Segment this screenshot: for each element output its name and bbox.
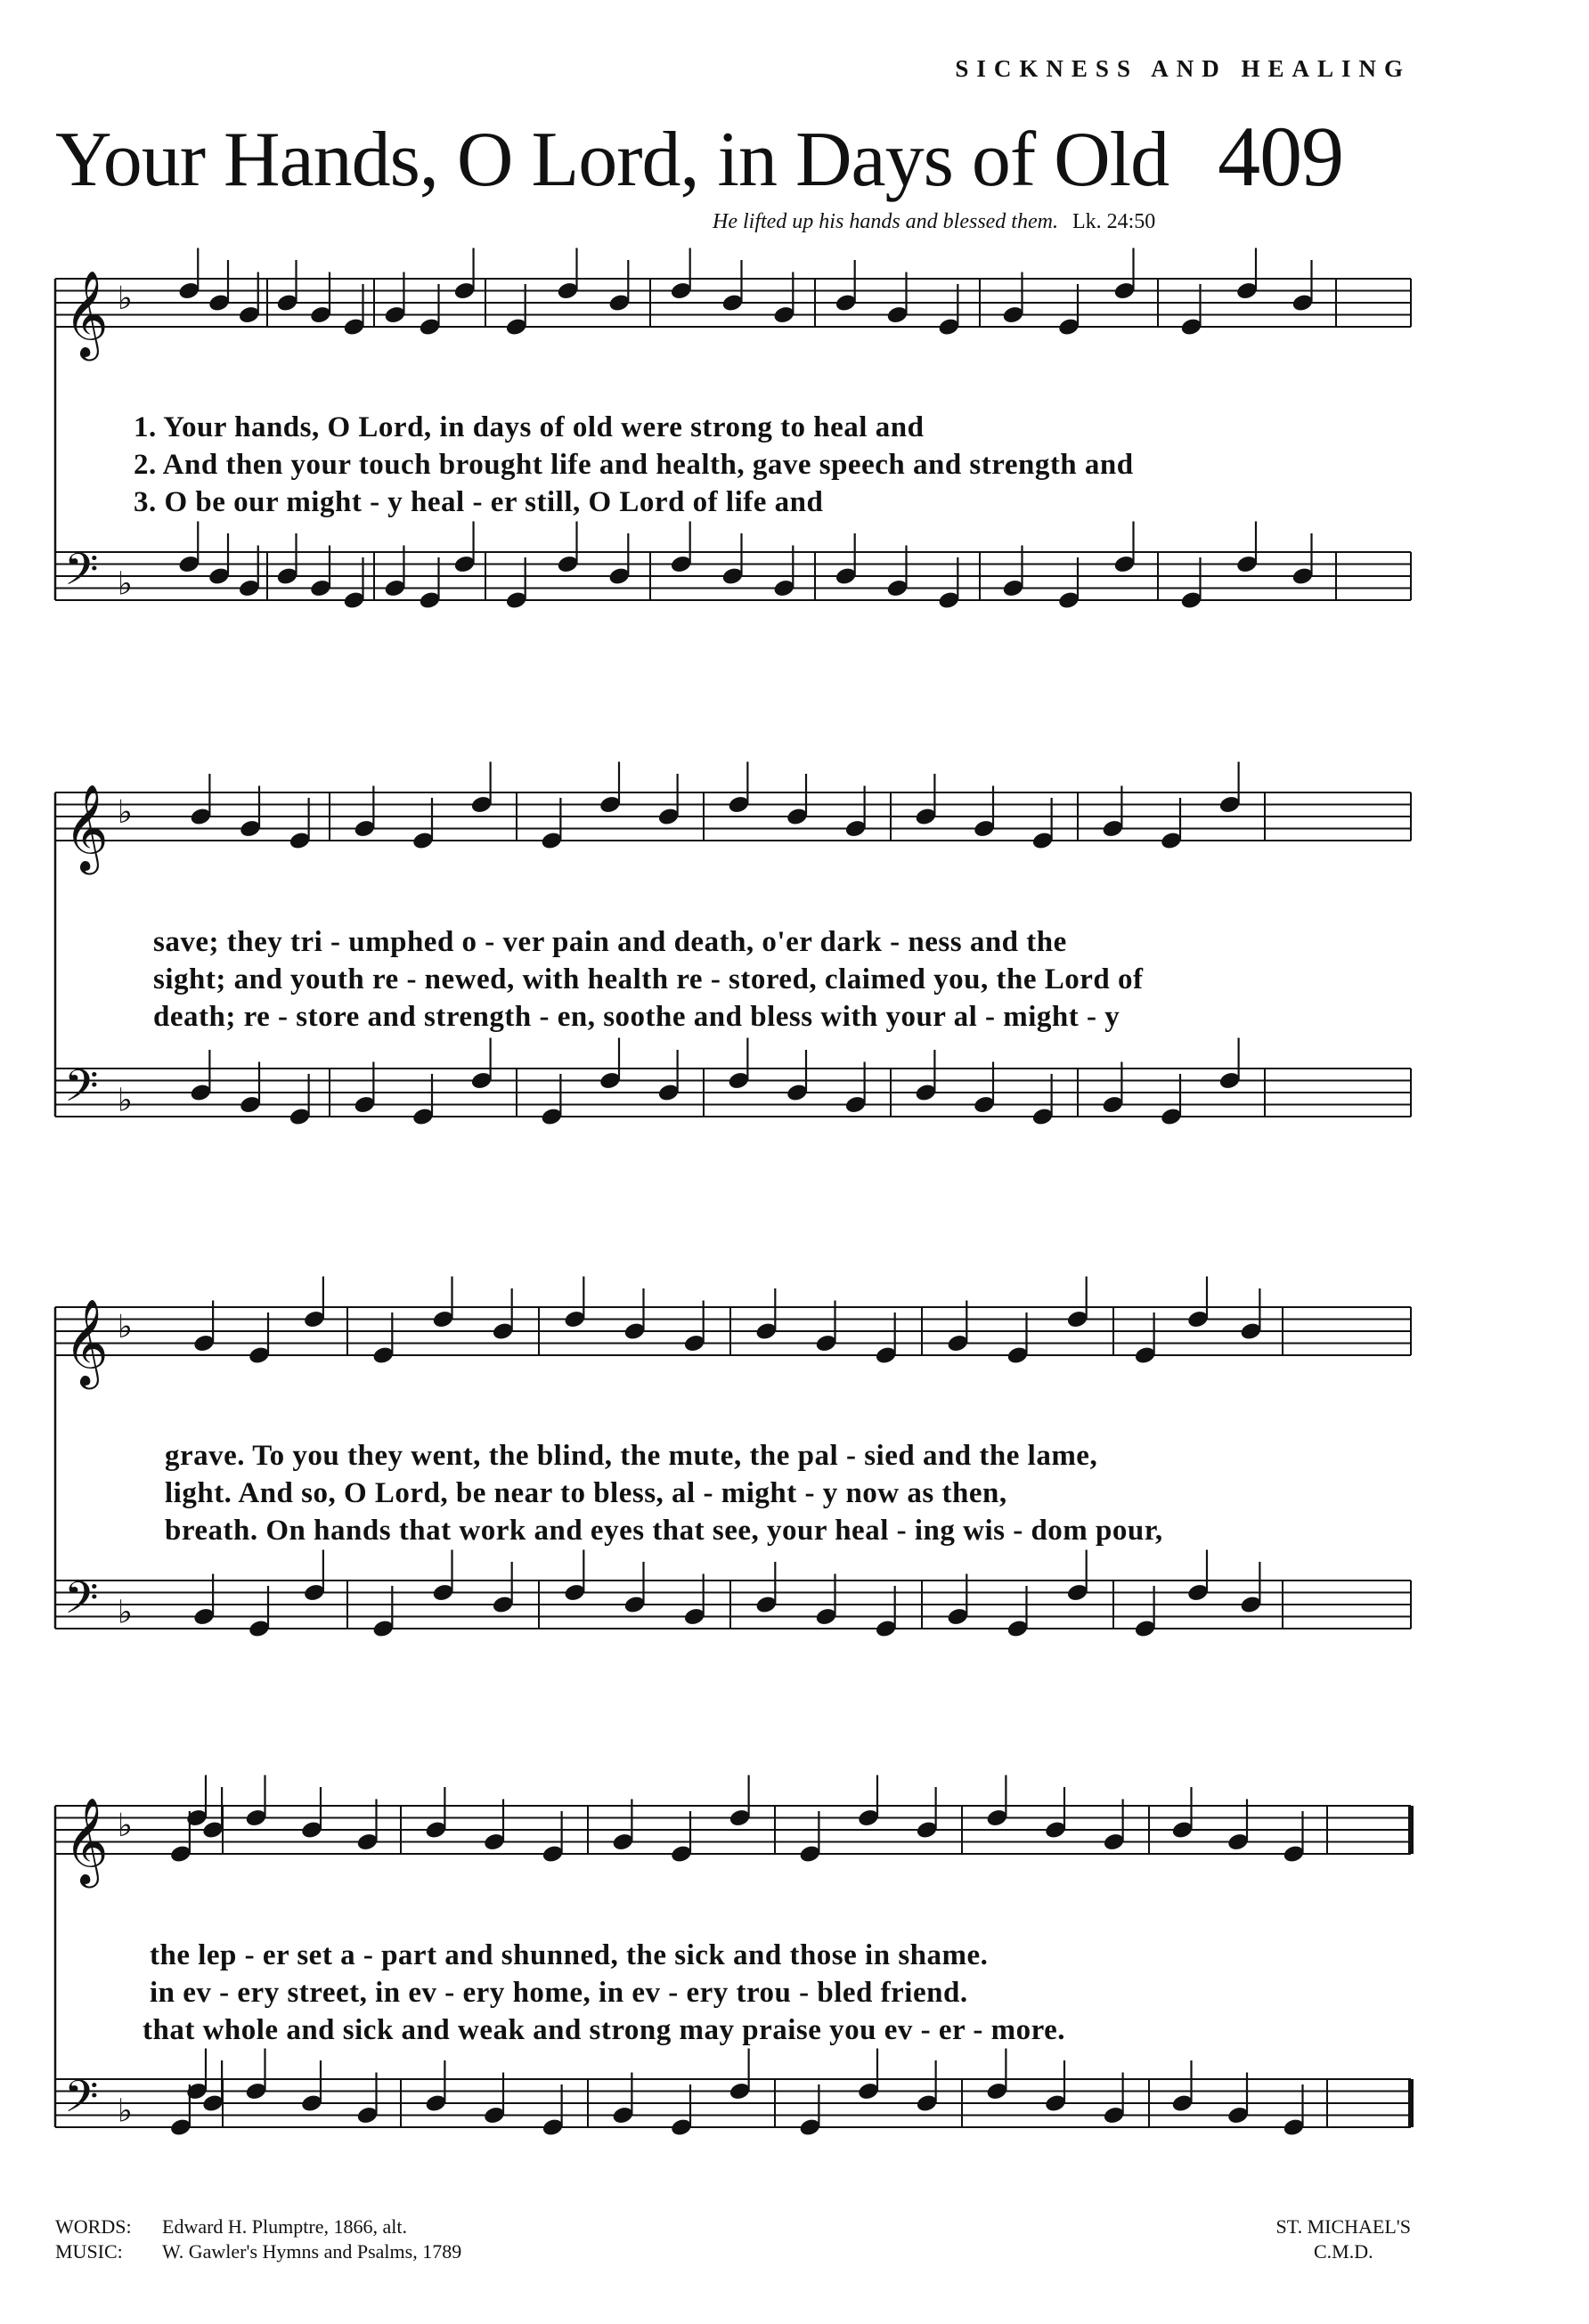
words-label: WORDS:	[55, 2215, 132, 2238]
music-label: MUSIC:	[55, 2240, 123, 2263]
tune-meter: C.M.D.	[1313, 2240, 1373, 2263]
treble-clef-icon: 𝄞	[64, 784, 109, 871]
flat-key-signature: ♭	[118, 1594, 133, 1631]
words-credit	[55, 2214, 461, 2239]
words-text: Edward H. Plumptre, 1866, alt.	[162, 2215, 407, 2238]
music-credit	[55, 2239, 461, 2264]
system-1-lyric-2: 2. And then your touch brought life and health, gave speech and strength and	[134, 449, 1134, 481]
hymn-number: 409	[1218, 109, 1344, 204]
epigraph-reference: Lk. 24:50	[1072, 210, 1156, 233]
hymn-title-text: Your Hands, O Lord, in Days of Old	[55, 117, 1169, 203]
treble-clef-icon: 𝄞	[64, 1797, 109, 1884]
bass-clef-icon: 𝄢	[64, 1060, 99, 1123]
system-3-lyric-1: grave. To you they went, the blind, the mute, the pal - sied and the lame,	[165, 1440, 1098, 1472]
system-2-lyric-3: death; re - store and strength - en, soothe and bless with your al - might - y	[153, 1001, 1120, 1033]
system-1-lyric-3: 3. O be our might - y heal - er still, O Lord of life and	[134, 486, 824, 518]
flat-key-signature: ♭	[118, 793, 133, 831]
bass-clef-icon: 𝄢	[64, 544, 99, 606]
flat-key-signature: ♭	[118, 1082, 133, 1119]
tune-info	[1276, 2214, 1411, 2264]
system-2-lyric-2: sight; and youth re - newed, with health re - stored, claimed you, the Lord of	[153, 963, 1144, 995]
flat-key-signature: ♭	[118, 565, 133, 603]
flat-key-signature: ♭	[118, 1308, 133, 1345]
footer-credits	[55, 2214, 461, 2264]
system-3-lyric-3: breath. On hands that work and eyes that see, your heal - ing wis - dom pour,	[165, 1515, 1163, 1547]
epigraph-text: He lifted up his hands and blessed them.	[713, 210, 1058, 233]
music-text: W. Gawler's Hymns and Psalms, 1789	[162, 2240, 462, 2263]
flat-key-signature: ♭	[118, 280, 133, 317]
bass-clef-icon: 𝄢	[64, 2071, 99, 2133]
flat-key-signature: ♭	[118, 1807, 133, 1844]
system-4-lyric-1: the lep - er set a - part and shunned, the sick and those in shame.	[150, 1939, 989, 1971]
flat-key-signature: ♭	[118, 2092, 133, 2130]
system-1-lyric-1: 1. Your hands, O Lord, in days of old were strong to heal and	[134, 411, 925, 443]
system-2-lyric-1: save; they tri - umphed o - ver pain and death, o'er dark - ness and the	[153, 926, 1067, 958]
system-4-lyric-3: that whole and sick and weak and strong may praise you ev - er - more.	[143, 2014, 1066, 2046]
section-heading: SICKNESS AND HEALING	[955, 55, 1411, 82]
system-4-lyric-2: in ev - ery street, in ev - ery home, in ev - ery trou - bled friend.	[150, 1977, 968, 2009]
bass-clef-icon: 𝄢	[64, 1572, 99, 1635]
treble-clef-icon: 𝄞	[64, 270, 109, 357]
treble-clef-icon: 𝄞	[64, 1298, 109, 1385]
system-3-lyric-2: light. And so, O Lord, be near to bless, al - might - y now as then,	[165, 1477, 1007, 1509]
tune-name: ST. MICHAEL'S	[1275, 2215, 1411, 2238]
